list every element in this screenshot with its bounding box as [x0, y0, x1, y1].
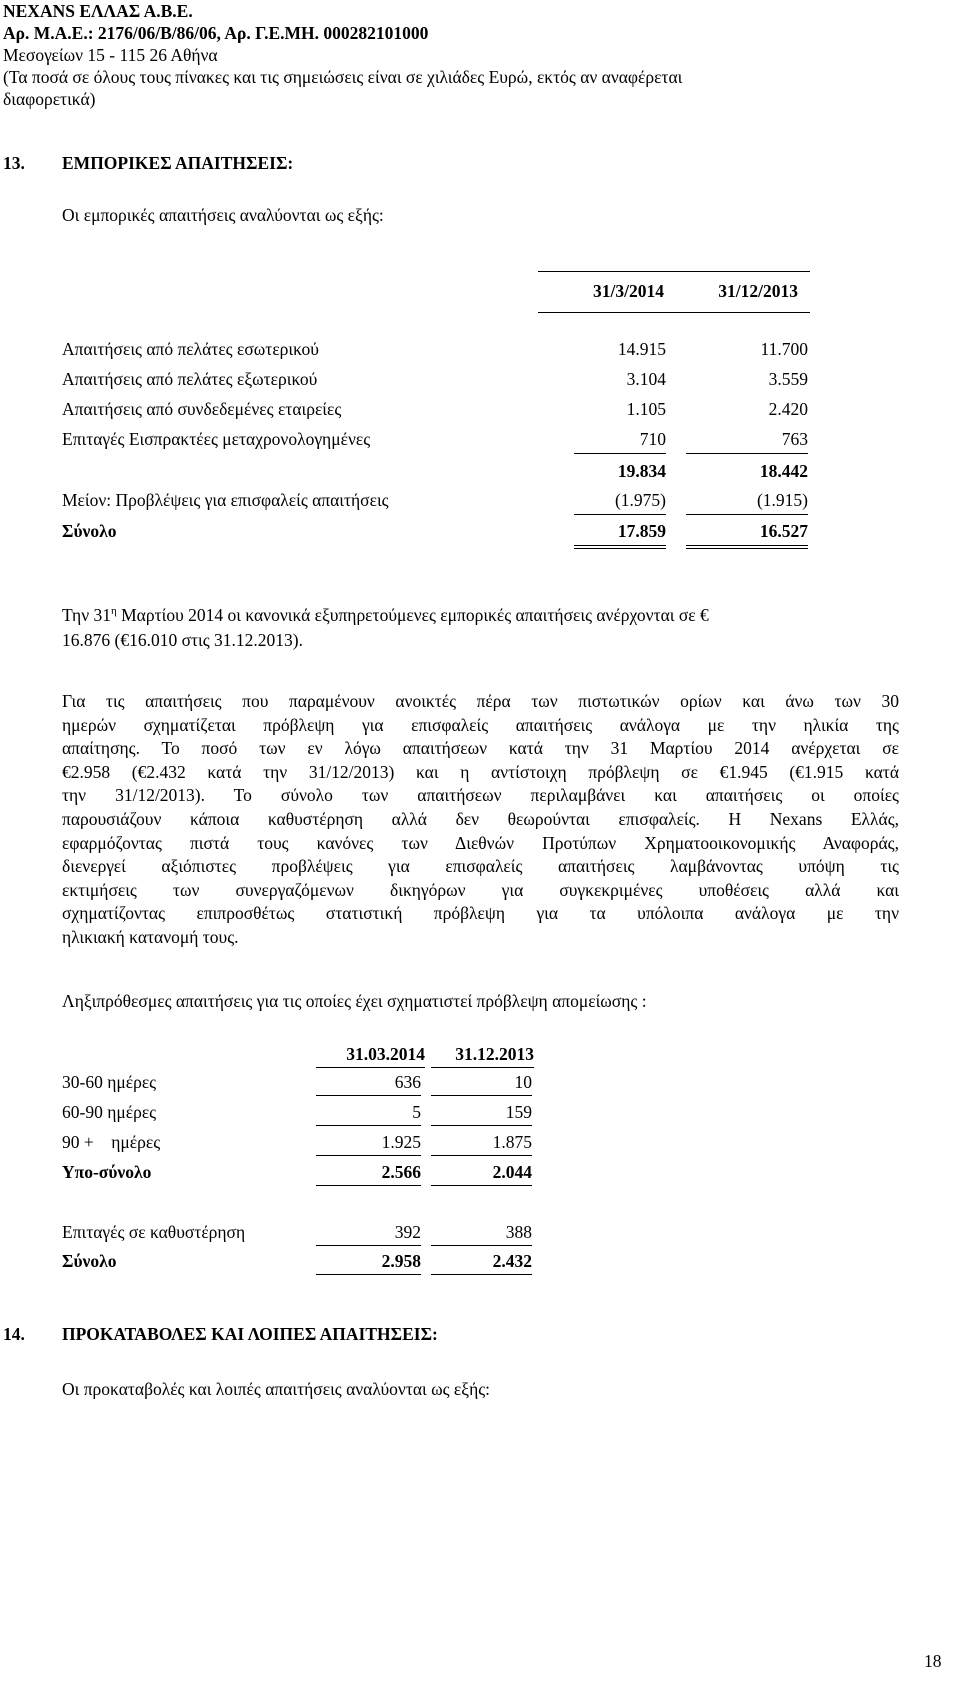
- overdue-total-value-2014: 2.958: [316, 1251, 421, 1275]
- paragraph-line: διενεργεί αξιόπιστες προβλέψεις για επισφαλείς απαιτήσεις λαμβάνοντας υπόψη τις: [62, 856, 899, 877]
- paragraph-line: €2.958 (€2.432 κατά την 31/12/2013) και η αντίστοιχη πρόβλεψη σε €1.945 (€1.915 κατά: [62, 761, 899, 782]
- row-value-2014: 14.915: [617, 339, 666, 359]
- total-value-2014: 17.859: [574, 521, 666, 549]
- column-header-2014: 31/3/2014: [593, 281, 664, 301]
- overdue-row-label: 60-90 ημέρες: [62, 1102, 157, 1122]
- row-value-2014: 3.104: [626, 369, 666, 389]
- subtotal-value-2013: 18.442: [759, 461, 808, 481]
- section-number: 14.: [3, 1324, 25, 1344]
- provision-value-2013: (1.915): [686, 490, 808, 515]
- overdue-row-label: 90 + ημέρες: [62, 1132, 161, 1152]
- company-registry: Αρ. Μ.Α.Ε.: 2176/06/Β/86/06, Αρ. Γ.Ε.ΜΗ. 000282101000: [3, 23, 429, 43]
- row-value-2014: 1.105: [626, 399, 666, 419]
- section-title: ΕΜΠΟΡΙΚΕΣ ΑΠΑΙΤΗΣΕΙΣ:: [62, 153, 294, 173]
- table-top-rule: [538, 271, 810, 272]
- section-intro: Οι εμπορικές απαιτήσεις αναλύονται ως εξής:: [62, 205, 384, 225]
- overdue-total-label: Σύνολο: [62, 1251, 117, 1271]
- overdue-row-value-2013: 159: [431, 1102, 532, 1126]
- cheques-overdue-value-2014: 392: [316, 1222, 421, 1246]
- paragraph-line: Για τις απαιτήσεις που παραμένουν ανοικτές πέρα των πιστωτικών ορίων και άνω των 30: [62, 691, 899, 711]
- overdue-row-value-2014: 5: [316, 1102, 421, 1126]
- row-value-2013: 3.559: [768, 369, 808, 389]
- overdue-row-value-2013: 10: [431, 1072, 532, 1096]
- paragraph-line: απαίτησης. Το ποσό των εν λόγω απαιτήσεων κατά την 31 Μαρτίου 2014 ανέρχεται σε: [62, 738, 899, 759]
- text-fragment: Μαρτίου 2014 οι κανονικά εξυπηρετούμενες εμπορικές απαιτήσεις ανέρχονται σε €: [116, 605, 709, 625]
- subtotal-value-2014: 19.834: [617, 461, 666, 481]
- row-value-2013: 11.700: [760, 339, 808, 359]
- overdue-subtotal-value-2014: 2.566: [316, 1162, 421, 1186]
- total-label: Σύνολο: [62, 521, 117, 541]
- row-label: Απαιτήσεις από συνδεδεμένες εταιρείες: [62, 399, 342, 419]
- cheques-overdue-label: Επιταγές σε καθυστέρηση: [62, 1222, 246, 1242]
- paragraph-line: εφαρμόζοντας πιστά τους κανόνες των Διεθνών Προτύπων Χρηματοοικονομικής Αναφοράς,: [62, 832, 899, 853]
- overdue-intro: Ληξιπρόθεσμες απαιτήσεις για τις οποίες έχει σχηματιστεί πρόβλεψη απομείωσης :: [62, 991, 647, 1011]
- paragraph-line: ηλικιακή κατανομή τους.: [62, 926, 239, 947]
- header-bottom-rule: [538, 312, 810, 313]
- company-name: NEXANS ΕΛΛΑΣ Α.Β.Ε.: [3, 1, 193, 21]
- row-value-2013: 763: [686, 429, 808, 454]
- page-number: 18: [924, 1651, 942, 1671]
- column-header-2013: 31/12/2013: [718, 281, 798, 301]
- overdue-subtotal-value-2013: 2.044: [431, 1162, 532, 1186]
- section-intro: Οι προκαταβολές και λοιπές απαιτήσεις αναλύονται ως εξής:: [62, 1379, 491, 1399]
- paragraph-line: παρουσιάζουν κάποια καθυστέρηση αλλά δεν θεωρούνται επισφαλείς. Η Nexans Ελλάς,: [62, 808, 899, 829]
- overdue-column-header-2013: 31.12.2013: [431, 1044, 534, 1068]
- performing-receivables-line1: [62, 605, 709, 626]
- paragraph-line: εκτιμήσεις των συνεργαζόμενων δικηγόρων για συγκεκριμένες υποθέσεις αλλά και: [62, 879, 899, 900]
- total-value-2013: 16.527: [686, 521, 808, 549]
- overdue-total-value-2013: 2.432: [431, 1251, 532, 1275]
- row-value-2014: 710: [574, 429, 666, 454]
- performing-receivables-line2: 16.876 (€16.010 στις 31.12.2013).: [62, 630, 304, 650]
- row-label: Επιταγές Εισπρακτέες μεταχρονολογημένες: [62, 429, 371, 449]
- row-value-2013: 2.420: [768, 399, 808, 419]
- paragraph-line: την 31/12/2013). Το σύνολο των απαιτήσεων περιλαμβάνει και απαιτήσεις οι οποίες: [62, 785, 899, 806]
- overdue-row-label: 30-60 ημέρες: [62, 1072, 157, 1092]
- text-fragment: Την 31: [62, 605, 111, 625]
- section-title: ΠΡΟΚΑΤΑΒΟΛΕΣ ΚΑΙ ΛΟΙΠΕΣ ΑΠΑΙΤΗΣΕΙΣ:: [62, 1324, 438, 1344]
- overdue-row-value-2014: 1.925: [316, 1132, 421, 1156]
- section-number: 13.: [3, 153, 25, 173]
- overdue-subtotal-label: Υπο-σύνολο: [62, 1162, 152, 1182]
- overdue-row-value-2014: 636: [316, 1072, 421, 1096]
- row-label: Απαιτήσεις από πελάτες εσωτερικού: [62, 339, 319, 359]
- ordinal-superscript: η: [110, 605, 117, 618]
- row-label: Απαιτήσεις από πελάτες εξωτερικού: [62, 369, 318, 389]
- cheques-overdue-value-2013: 388: [431, 1222, 532, 1246]
- overdue-column-header-2014: 31.03.2014: [316, 1044, 425, 1068]
- overdue-row-value-2013: 1.875: [431, 1132, 532, 1156]
- amounts-note-line1: (Τα ποσά σε όλους τους πίνακες και τις σημειώσεις είναι σε χιλιάδες Ευρώ, εκτός αν αναφέρεται: [3, 67, 683, 87]
- provision-value-2014: (1.975): [574, 490, 666, 515]
- provision-label: Μείον: Προβλέψεις για επισφαλείς απαιτήσεις: [62, 490, 389, 510]
- paragraph-line: ημερών σχηματίζεται πρόβλεψη για επισφαλείς απαιτήσεις ανάλογα με την ηλικία της: [62, 714, 899, 735]
- paragraph-line: σχηματίζοντας επιπροσθέτως στατιστική πρόβλεψη για τα υπόλοιπα ανάλογα με την: [62, 903, 899, 924]
- company-address: Μεσογείων 15 - 115 26 Αθήνα: [3, 45, 218, 65]
- impairment-paragraph: [62, 690, 899, 950]
- amounts-note-line2: διαφορετικά): [3, 89, 96, 109]
